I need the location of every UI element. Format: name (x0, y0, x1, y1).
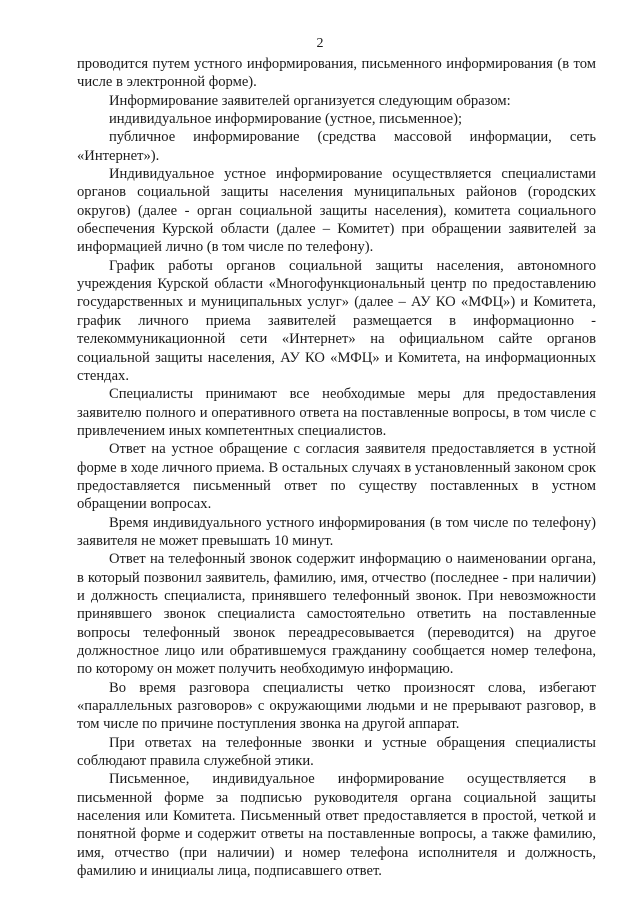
paragraph-oral-informing: Индивидуальное устное информирование осуществляется специалистами органов социальной защиты населения муниципальных районов (городских округов) (далее - орган социальной защиты населения), комитета социального обеспечения Курской области (далее – Комитет) при обращении заявителей за информацией лично (в том числе по телефону). (77, 166, 596, 256)
paragraph-specialists-measures: Специалисты принимают все необходимые меры для предоставления заявителю полного и оперативного ответа на поставленные вопросы, в том числе с привлечением иных компетентных специалистов. (77, 386, 596, 439)
page-number: 2 (316, 36, 324, 51)
paragraph-ethics: При ответах на телефонные звонки и устные обращения специалисты соблюдают правила служебной этики. (77, 734, 596, 770)
paragraph-individual-informing: индивидуальное информирование (устное, письменное); (109, 111, 463, 128)
paragraph-informing-organization: Информирование заявителей организуется следующим образом: (109, 92, 511, 109)
paragraph-public-informing: публичное информирование (средства массовой информации, сеть «Интернет»). (77, 129, 596, 164)
paragraph-continuation: проводится путем устного информирования, письменного информирования (в том числе в электронной форме). (77, 56, 596, 91)
paragraph-conversation-rules: Во время разговора специалисты четко произносят слова, избегают «параллельных разговоров» с окружающими людьми и не прерывают разговор, в том числе по причине поступления звонка на другой аппарат. (77, 679, 596, 733)
paragraph-phone-answer: Ответ на телефонный звонок содержит информацию о наименовании органа, в который позвонил заявитель, фамилию, имя, отчество (последнее - при наличии) и должность специалиста, принявшего телефонный звонок. При невозможности принявшего звонок специалиста самостоятельно ответить на поставленные вопросы телефонный звонок переадресовывается (переводится) на другое должностное лицо или обратившемуся гражданину сообщается номер телефона, по которому он может получить необходимую информацию. (77, 551, 596, 678)
paragraph-work-schedule: График работы органов социальной защиты населения, автономного учреждения Курской области «Многофункциональный центр по предоставлению государственных и муниципальных услуг» (далее – АУ КО «МФЦ») и Комитета, график личного приема заявителей размещается в информационно - телекоммуникационной сети «Интернет» на официальном сайте органов социальной защиты населения, АУ КО «МФЦ» и Комитета, на информационных стендах. (77, 257, 596, 384)
document-body (77, 55, 596, 880)
paragraph-oral-answer: Ответ на устное обращение с согласия заявителя предоставляется в устной форме в ходе личного приема. В остальных случаях в установленный законом срок предоставляется письменный ответ по существу поставленных в устном обращении вопросах. (77, 441, 596, 513)
paragraph-written-informing: Письменное, индивидуальное информирование осуществляется в письменной форме за подписью руководителя органа социальной защиты населения или Комитета. Письменный ответ предоставляется в простой, четкой и понятной форме и содержит ответы на поставленные вопросы, а также фамилию, имя, отчество (при наличии) и номер телефона исполнителя и должность, фамилию и инициалы лица, подписавшего ответ. (77, 771, 596, 880)
paragraph-time-limit: Время индивидуального устного информирования (в том числе по телефону) заявителя не может превышать 10 минут. (77, 514, 596, 549)
